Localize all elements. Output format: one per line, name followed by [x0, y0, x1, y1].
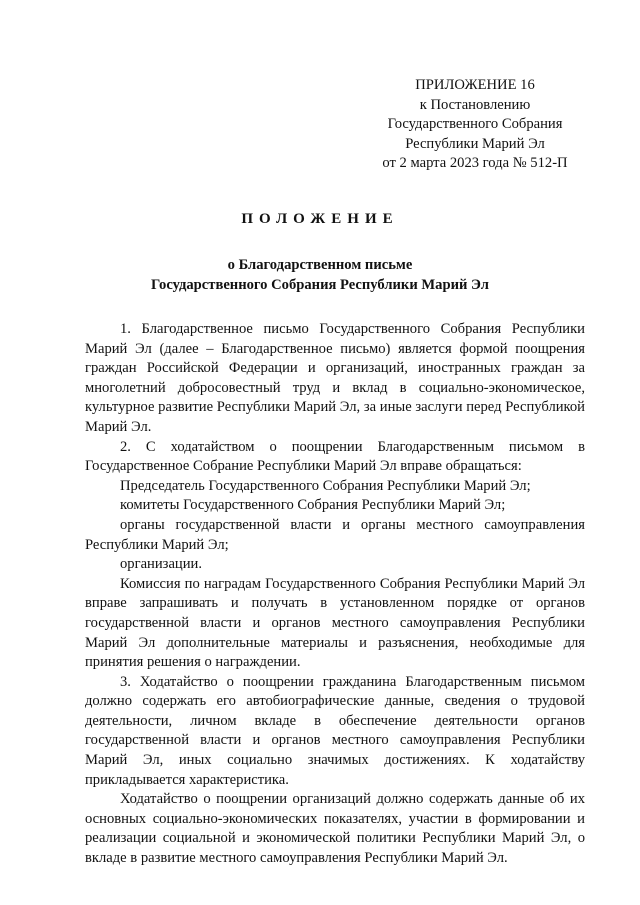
list-item: организации. — [120, 556, 202, 573]
list-item: Председатель Государственного Собрания Республики Марий Эл; — [120, 477, 531, 494]
appendix-date: от 2 марта 2023 года № 512-П — [382, 155, 568, 172]
paragraph: Ходатайство о поощрении организаций должно содержать данные об их основных социально-экономических показателях, участии в формировании и реализации социальной и экономической политики Республики Марий Эл, о вкладе в развитие местного самоуправления Республики Марий Эл. — [85, 791, 585, 867]
appendix-block — [365, 76, 585, 174]
subtitle-line: о Благодарственном письме — [227, 257, 413, 273]
paragraph: 2. С ходатайством о поощрении Благодарственным письмом в Государственное Собрание Республики Марий Эл вправе обращаться: — [85, 438, 585, 475]
subtitle-line: Государственного Собрания Республики Марий Эл — [151, 276, 489, 293]
appendix-ref-line: к Постановлению — [419, 96, 531, 113]
list-item: комитеты Государственного Собрания Республики Марий Эл; — [120, 497, 506, 514]
appendix-ref-line: Государственного Собрания — [387, 116, 563, 133]
document-subtitle — [0, 256, 640, 295]
paragraph: 3. Ходатайство о поощрении гражданина Благодарственным письмом должно содержать его автобиографические данные, сведения о трудовой деятельности, личном вкладе в обеспечение деятельности органов государственной власти и органов местного самоуправления Республики Марий Эл, иных социально значимых достижениях. К ходатайству прикладывается характеристика. — [85, 673, 585, 788]
document-title: ПОЛОЖЕНИЕ — [241, 211, 399, 227]
document-body — [85, 320, 585, 869]
paragraph: 1. Благодарственное письмо Государственного Собрания Республики Марий Эл (далее – Благодарственное письмо) является формой поощрения граждан Российской Федерации и организаций, иностранных граждан за многолетний добросовестный труд и вклад в социально-экономическое, культурное развитие Республики Марий Эл, за иные заслуги перед Республикой Марий Эл. — [85, 321, 585, 435]
paragraph: Комиссия по наградам Государственного Собрания Республики Марий Эл вправе запрашивать и получать в установленном порядке от органов государственной власти и органов местного самоуправления Республики Марий Эл дополнительные материалы и разъяснения, необходимые для принятия решения о награждении. — [85, 575, 585, 671]
list-item: органы государственной власти и органы местного самоуправления Республики Марий Эл; — [85, 516, 585, 553]
appendix-ref-line: Республики Марий Эл — [405, 135, 545, 152]
appendix-number: ПРИЛОЖЕНИЕ 16 — [415, 77, 535, 93]
